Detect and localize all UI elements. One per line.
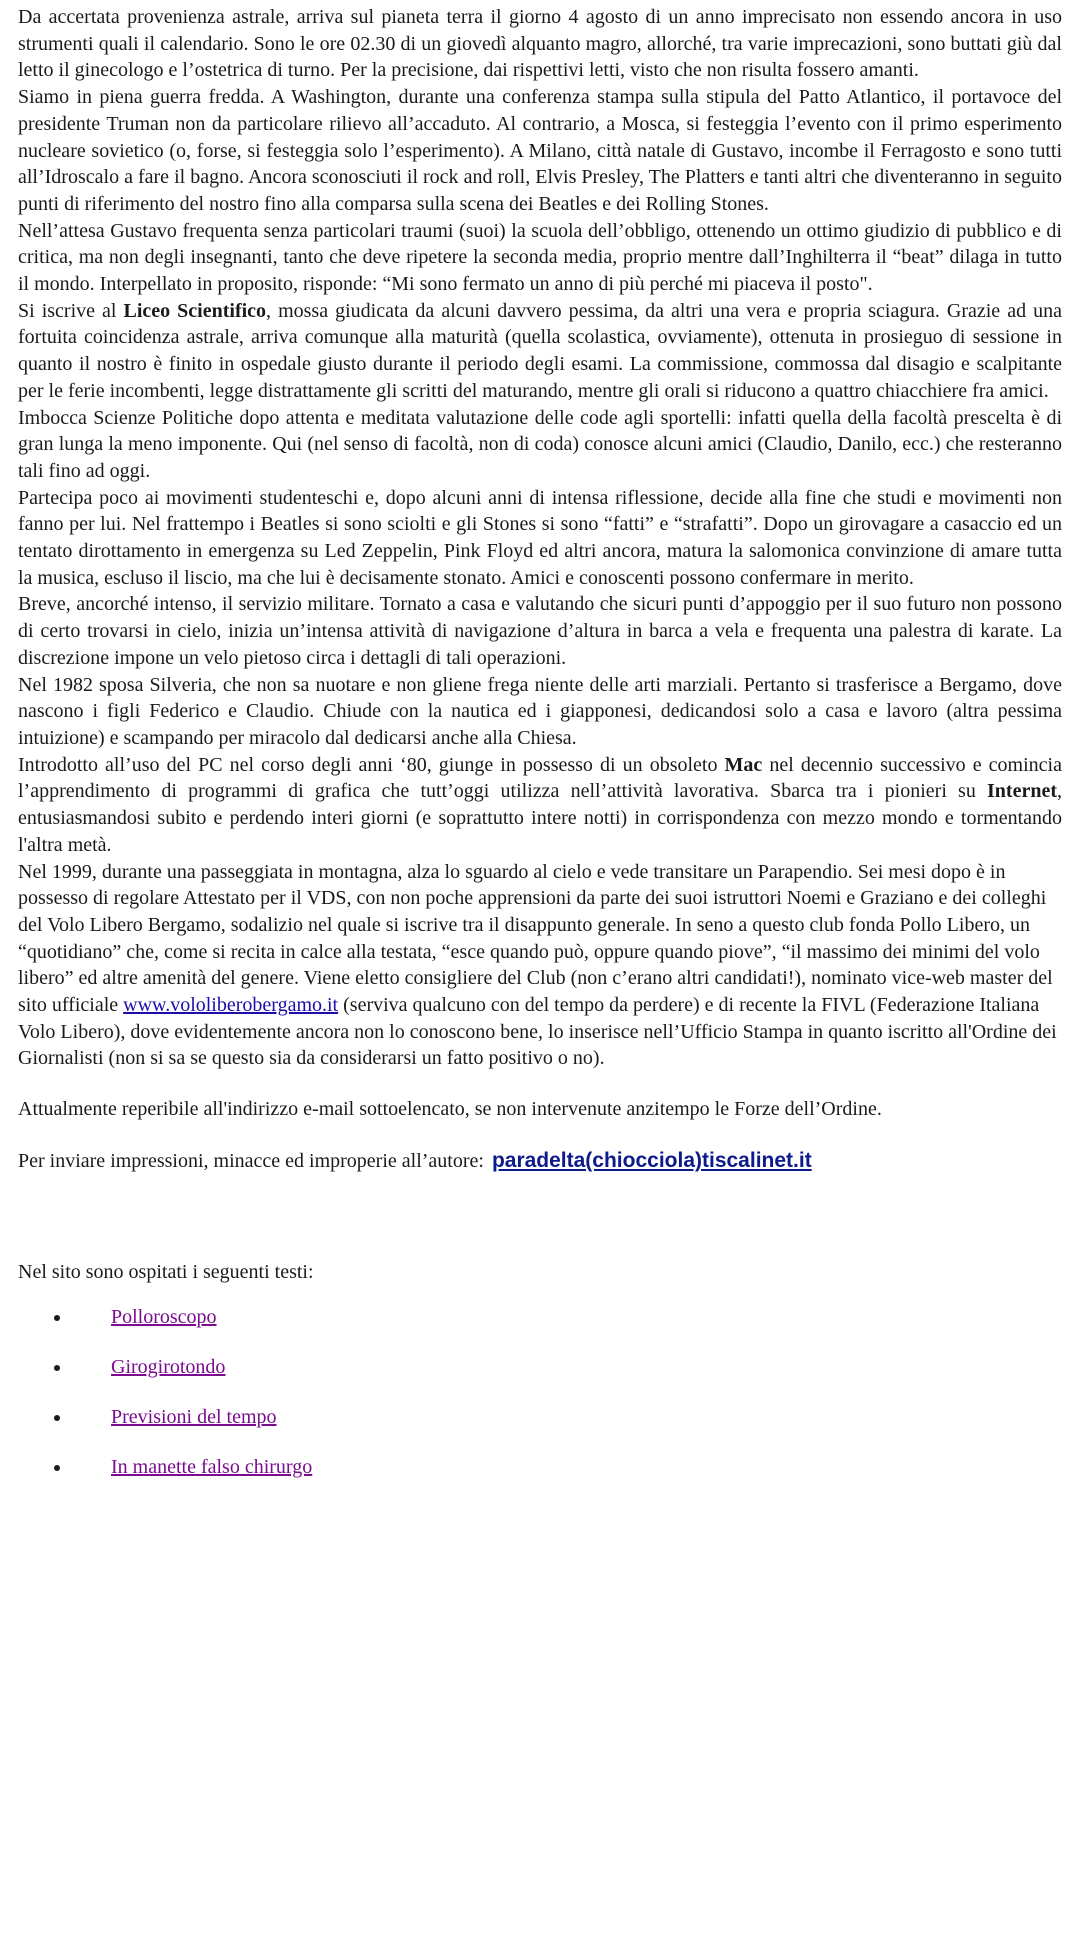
vololiberobergamo-link[interactable]: www.vololiberobergamo.it (123, 994, 339, 1017)
list-item (18, 1354, 1062, 1380)
bio-paragraph-military: Breve, ancorché intenso, il servizio militare. Tornato a casa e valutando che sicuri punti d’appoggio per il suo futuro non possono di certo trovarsi in cielo, inizia un’intensa attività di navigazione d’altura in barca a vela e frequenta una palestra di karate. La discrezione impone un velo pietoso circa i dettagli di tali operazioni. (18, 593, 1062, 669)
liceo-scientifico-bold: Liceo Scientifico (123, 299, 267, 322)
bio-paragraph-liceo: Si iscrive al Liceo Scientifico, mossa giudicata da alcuni davvero pessima, da altri una vera e propria sciagura. Grazie ad una fortuita coincidenza astrale, arriva comunque alla maturità (quella scolastica, ovviamente), ottenuta in prosieguo di sessione in quanto il nostro è finito in ospedale giusto durante il periodo degli esami. La commissione, commossa dal disagio e scalpitante per le ferie incombenti, legge distrattamente gli scritti del maturando, mentre gli orali si riducono a quattro chiacchiere fra amici. (18, 299, 1062, 402)
email-link[interactable]: paradelta(chiocciola)tiscalinet.it (491, 1149, 812, 1173)
bio-paragraph-computers: Introdotto all’uso del PC nel corso degli anni ‘80, giunge in possesso di un obsoleto Mac nel decennio successivo e comincia l’apprendimento di programmi di grafica che tutt’oggi utilizza nell’attività lavorativa. Sbarca tra i pionieri su Internet, entusiasmandosi subito e perdendo interi giorni (e soprattutto intere notti) in corrispondenza con mezzo mondo e tormentando l'altra metà. (18, 753, 1062, 856)
bio-paragraph-movements: Partecipa poco ai movimenti studenteschi e, dopo alcuni anni di intensa riflessione, decide alla fine che studi e movimenti non fanno per lui. Nel frattempo i Beatles si sono sciolti e gli Stones si sono “fatti” e “strafatti”. Dopo un girovagare a casaccio ed un tentato dirottamento in emergenza su Led Zeppelin, Pink Floyd ed altri ancora, matura la salomonica convinzione di amare tutta la musica, escluso il liscio, ma che lui è decisamente stonato. Amici e conoscenti possono confermare in merito. (18, 486, 1062, 589)
bio-paragraph-birth: Da accertata provenienza astrale, arriva sul pianeta terra il giorno 4 agosto di un anno imprecisato non essendo ancora in uso strumenti quali il calendario. Sono le ore 02.30 di un giovedì alquanto magro, allorché, tra varie imprecazioni, sono buttati giù dal letto il ginecologo e l’ostetrica di turno. Per la precisione, dai rispettivi letti, visto che non risulta fossero amanti. (18, 6, 1062, 82)
hosted-texts-intro: Nel sito sono ospitati i seguenti testi: (18, 1261, 314, 1284)
polloroscopo-link[interactable]: Polloroscopo (111, 1306, 217, 1329)
bullet-icon (54, 1465, 60, 1471)
bio-paragraph-university: Imbocca Scienze Politiche dopo attenta e meditata valutazione delle code agli sportelli: infatti quella della facoltà prescelta è di gran lunga la meno imponente. Qui (nel senso di facoltà, non di coda) conosce alcuni amici (Claudio, Danilo, ecc.) che resteranno tali fino ad oggi. (18, 406, 1062, 482)
contact-line (18, 1147, 1062, 1175)
biography (18, 4, 1062, 1072)
bio-paragraph-paragliding: Nel 1999, durante una passeggiata in montagna, alza lo sguardo al cielo e vede transitare un Parapendio. Sei mesi dopo è in possesso di regolare Attestato per il VDS, con non poche apprensioni da parte dei suoi istruttori Noemi e Graziano e dei colleghi del Volo Libero Bergamo, sodalizio nel quale si iscrive tra il disappunto generale. In seno a questo club fonda Pollo Libero, un “quotidiano” che, come si recita in calce alla testata, “esce quando può, oppure quando piove”, “il massimo dei minimi del volo libero” ed altre amenità del genere. Viene eletto consigliere del Club (non c’erano altri candidati!), nominato vice-web master del sito ufficiale www.vololiberobergamo.it (serviva qualcuno con del tempo da perdere) e di recente la FIVL (Federazione Italiana Volo Libero), dove evidentemente ancora non lo conoscono bene, lo inserisce nell’Ufficio Stampa in quanto iscritto all'Ordine dei Giornalisti (non si sa se questo sia da considerarsi un fatto positivo o no). (18, 860, 1057, 1070)
bio-paragraph-school: Nell’attesa Gustavo frequenta senza particolari traumi (suoi) la scuola dell’obbligo, ottenendo un ottimo giudizio di pubblico e di critica, ma non degli insegnanti, tanto che deve ripetere la seconda media, proprio mentre dall’Inghilterra il “beat” dilaga in tutto il mondo. Interpellato in proposito, risponde: “Mi sono fermato un anno di più perché mi piaceva il posto". (18, 219, 1062, 296)
in-manette-falso-chirurgo-link[interactable]: In manette falso chirurgo (111, 1456, 313, 1479)
bullet-icon (54, 1415, 60, 1421)
previsioni-del-tempo-link[interactable]: Previsioni del tempo (111, 1406, 277, 1429)
bio-paragraph-cold-war: Siamo in piena guerra fredda. A Washington, durante una conferenza stampa sulla stipula del Patto Atlantico, il portavoce del presidente Truman non da particolare rilievo all’accaduto. Al contrario, a Mosca, si festeggia l’evento con il primo esperimento nucleare sovietico (o, forse, si festeggia solo l’esperimento). A Milano, città natale di Gustavo, incombe il Ferragosto e sono tutti all’Idroscalo a fare il bagno. Ancora sconosciuti il rock and roll, Elvis Presley, The Platters e tanti altri che diventeranno in seguito punti di riferimento del nostro fino alla comparsa sulla scena dei Beatles e dei Rolling Stones. (18, 86, 1062, 215)
list-item (18, 1304, 1062, 1330)
bio-paragraph-marriage: Nel 1982 sposa Silveria, che non sa nuotare e non gliene frega niente delle arti marziali. Pertanto si trasferisce a Bergamo, dove nascono i figli Federico e Claudio. Chiude con la nautica ed i giapponesi, dedicandosi solo a casa e lavoro (altra pessima intuizione) e scampando per miracolo dal dedicarsi anche alla Chiesa. (18, 673, 1062, 749)
bullet-icon (54, 1365, 60, 1371)
mac-bold: Mac (724, 753, 763, 776)
bullet-icon (54, 1315, 60, 1321)
contact-label: Per inviare impressioni, minacce ed improperie all’autore: (18, 1150, 484, 1173)
internet-bold: Internet (987, 780, 1057, 803)
list-item (18, 1404, 1062, 1430)
hosted-texts-list (18, 1304, 1062, 1480)
page (18, 4, 1062, 1504)
girogirotondo-link[interactable]: Girogirotondo (111, 1356, 226, 1379)
list-item (18, 1454, 1062, 1480)
availability-note: Attualmente reperibile all'indirizzo e-mail sottoelencato, se non intervenute anzitempo le Forze dell’Ordine. (18, 1098, 882, 1121)
